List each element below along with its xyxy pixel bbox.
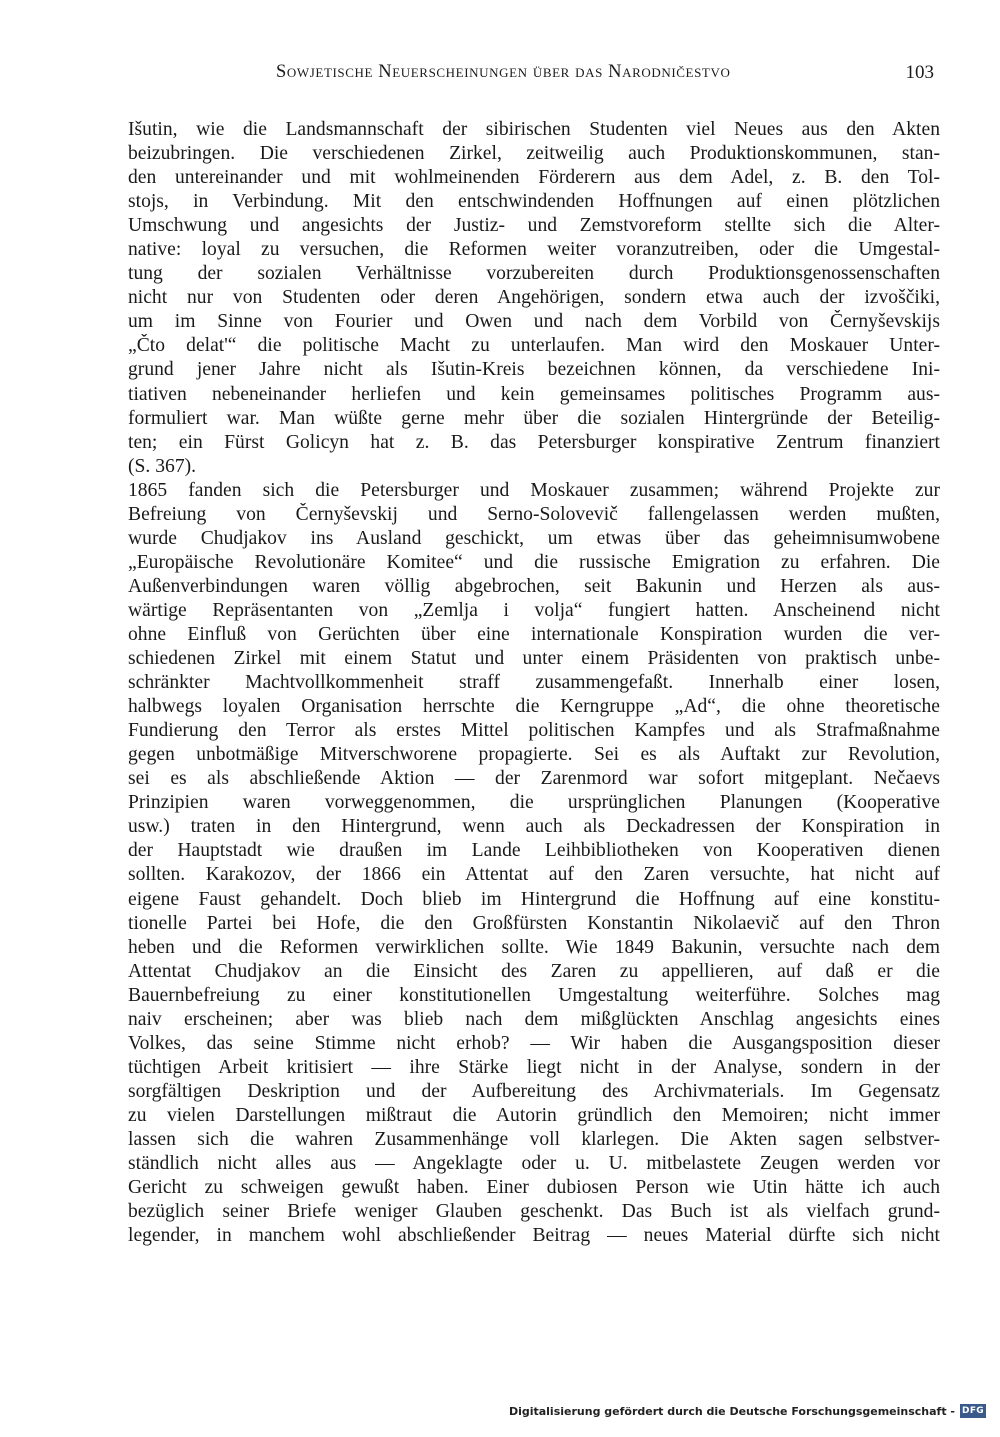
- text-line: schränkter Machtvollkommenheit straff zusammengefaßt. Innerhalb einer losen,: [128, 672, 940, 694]
- text-line: stojs, in Verbindung. Mit den entschwindenden Hoffnungen auf einen plötzlichen: [128, 191, 940, 213]
- text-line: heben und die Reformen verwirklichen sollte. Wie 1849 Bakunin, versuchte nach dem: [128, 936, 940, 958]
- text-line: [128, 1248, 940, 1272]
- text-line: Befreiung von Černyševskij und Serno-Solovevič fallengelassen werden mußten,: [128, 503, 940, 525]
- text-line: legender, in manchem wohl abschließender Beitrag — neues Material dürfte sich nicht: [128, 1225, 940, 1247]
- page-number: 103: [905, 62, 934, 83]
- text-line: beizubringen. Die verschiedenen Zirkel, zeitweilig auch Produktionskommunen, stan-: [128, 143, 940, 165]
- text-line: sorgfältigen Deskription und der Aufbereitung des Archivmaterials. Im Gegensatz: [128, 1080, 940, 1102]
- text-line: wärtige Repräsentanten von „Zemlja i volja“ fungiert hatten. Anscheinend nicht: [128, 599, 940, 621]
- text-line: wurde Chudjakov ins Ausland geschickt, um etwas über das geheimnisumwobene: [128, 527, 940, 549]
- text-line: sollten. Karakozov, der 1866 ein Attentat auf den Zaren versuchte, hat nicht auf: [128, 864, 940, 886]
- text-line: formuliert war. Man wüßte gerne mehr über die sozialen Hintergründe der Beteilig-: [128, 407, 940, 429]
- text-line: eigene Faust gehandelt. Doch blieb im Hintergrund die Hoffnung auf eine konstitu-: [128, 888, 940, 910]
- text-line: gegen unbotmäßige Mitverschworene propagierte. Sei es als Auftakt zur Revolution,: [128, 744, 940, 766]
- footer-credit-text: Digitalisierung gefördert durch die Deutsche Forschungsgemeinschaft -: [508, 1404, 955, 1418]
- text-line: (S. 367).: [128, 455, 197, 477]
- text-line: um im Sinne von Fourier und Owen und nach dem Vorbild von Černyševskijs: [128, 311, 940, 333]
- text-line: naiv erscheinen; aber was blieb nach dem mißglückten Anschlag angesichts eines: [128, 1008, 940, 1030]
- text-line: „Čto delat'“ die politische Macht zu unterlaufen. Man wird den Moskauer Unter-: [128, 335, 940, 357]
- text-line: ten; ein Fürst Golicyn hat z. B. das Petersburger konspirative Zentrum finanziert: [128, 431, 940, 453]
- text-line: grund jener Jahre nicht als Išutin-Kreis bezeichnen können, da verschiedene Ini-: [128, 359, 940, 381]
- text-line: lassen sich die wahren Zusammenhänge voll klarlegen. Die Akten sagen selbstver-: [128, 1128, 940, 1150]
- text-line: zu vielen Darstellungen mißtraut die Autorin gründlich den Memoiren; nicht immer: [128, 1104, 940, 1126]
- text-line: Prinzipien waren vorweggenommen, die ursprünglichen Planungen (Kooperative: [128, 792, 940, 814]
- dfg-logo-icon: DFG: [960, 1404, 986, 1418]
- text-line: Volkes, das seine Stimme nicht erhob? — Wir haben die Ausgangsposition dieser: [128, 1032, 940, 1054]
- text-line: schiedenen Zirkel mit einem Statut und unter einem Präsidenten von praktisch unbe-: [128, 648, 940, 670]
- text-line: tiativen nebeneinander herliefen und kein gemeinsames politisches Programm aus-: [128, 383, 940, 405]
- text-line: tionelle Partei bei Hofe, die den Großfürsten Konstantin Nikolaevič auf den Thron: [128, 912, 940, 934]
- running-title: Sowjetische Neuerscheinungen über das Narodničestvo: [276, 62, 731, 82]
- text-line: Attentat Chudjakov an die Einsicht des Zaren zu appellieren, auf daß er die: [128, 960, 940, 982]
- body-text: [128, 118, 940, 1272]
- footer-credit: [509, 1401, 986, 1421]
- text-line: usw.) traten in den Hintergrund, wenn auch als Deckadressen der Konspiration in: [128, 816, 940, 838]
- text-line: sei es als abschließende Aktion — der Zarenmord war sofort mitgeplant. Nečaevs: [128, 768, 940, 790]
- text-line: Außenverbindungen waren völlig abgebrochen, seit Bakunin und Herzen als aus-: [128, 575, 940, 597]
- text-line: den untereinander und mit wohlmeinenden Förderern aus dem Adel, z. B. den Tol-: [128, 167, 940, 189]
- text-line: Fundierung den Terror als erstes Mittel politischen Kampfes und als Strafmaßnahme: [128, 720, 940, 742]
- text-line: nicht nur von Studenten oder deren Angehörigen, sondern etwa auch der izvoščiki,: [128, 287, 940, 309]
- text-line: „Europäische Revolutionäre Komitee“ und die russische Emigration zu erfahren. Die: [128, 551, 940, 573]
- text-line: Bauernbefreiung zu einer konstitutionellen Umgestaltung weiterführe. Solches mag: [128, 984, 940, 1006]
- text-line: tüchtigen Arbeit kritisiert — ihre Stärke liegt nicht in der Analyse, sondern in der: [128, 1056, 940, 1078]
- text-line: ständlich nicht alles aus — Angeklagte oder u. U. mitbelastete Zeugen werden vor: [128, 1153, 940, 1175]
- text-line: ohne Einfluß von Gerüchten über eine internationale Konspiration wurden die ver-: [128, 623, 940, 645]
- text-line: der Hauptstadt wie draußen im Lande Leihbibliotheken von Kooperativen dienen: [128, 840, 940, 862]
- text-line: native: loyal zu versuchen, die Reformen weiter voranzutreiben, oder die Umgestal-: [128, 239, 940, 261]
- text-line: bezüglich seiner Briefe weniger Glauben geschenkt. Das Buch ist als vielfach grund-: [128, 1201, 940, 1223]
- text-line: Gericht zu schweigen gewußt haben. Einer dubiosen Person wie Utin hätte ich auch: [128, 1177, 940, 1199]
- running-head: [130, 62, 938, 88]
- text-line: Išutin, wie die Landsmannschaft der sibirischen Studenten viel Neues aus den Akten: [128, 119, 940, 140]
- text-line: halbwegs loyalen Organisation herrschte die Kerngruppe „Ad“, die ohne theoretische: [128, 696, 940, 718]
- text-line: tung der sozialen Verhältnisse vorzubereiten durch Produktionsgenossenschaften: [128, 263, 940, 285]
- text-line: 1865 fanden sich die Petersburger und Moskauer zusammen; während Projekte zur: [128, 479, 940, 501]
- text-line: Umschwung und angesichts der Justiz- und Zemstvoreform stellte sich die Alter-: [128, 215, 940, 237]
